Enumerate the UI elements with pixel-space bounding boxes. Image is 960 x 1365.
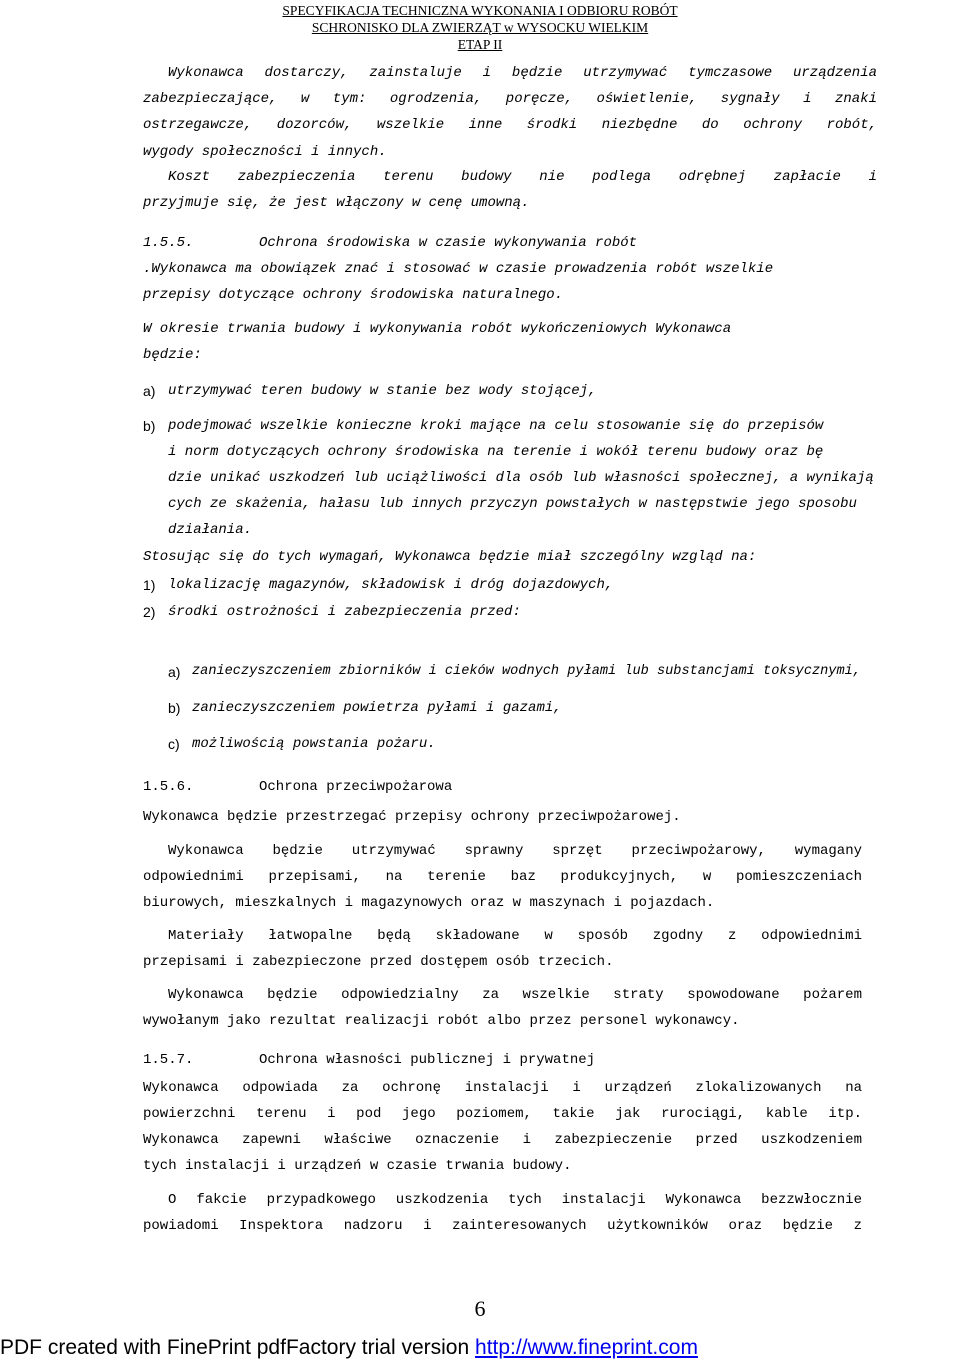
- para-line: Wykonawca zapewni właściwe oznaczenie i zabezpieczenie przed uszkodzeniem: [143, 1132, 862, 1148]
- para-line: powierzchni terenu i pod jego poziomem, takie jak rurociągi, kable itp.: [143, 1106, 862, 1122]
- para-line: Wykonawca będzie odpowiedzialny za wszelkie straty spowodowane pożarem: [168, 987, 862, 1003]
- section-title: Ochrona własności publicznej i prywatnej: [259, 1052, 596, 1068]
- list-marker: 2): [143, 604, 156, 620]
- list-item-text: działania.: [168, 522, 253, 538]
- list-item-text: cych ze skażenia, hałasu lub innych przyczyn powstałych w następstwie jego sposobu: [168, 496, 857, 512]
- section-title: Ochrona przeciwpożarowa: [259, 779, 453, 795]
- list-item-text: zanieczyszczeniem zbiorników i cieków wodnych pyłami lub substancjami toksycznymi,: [192, 664, 861, 679]
- header-line-2: SCHRONISKO DLA ZWIERZĄT w WYSOCKU WIELKIM: [311, 20, 649, 35]
- header-line-3: ETAP II: [457, 37, 503, 52]
- para-line: Wykonawca będzie przestrzegać przepisy ochrony przeciwpożarowej.: [143, 809, 681, 825]
- para-line: Stosując się do tych wymagań, Wykonawca będzie miał szczególny wzgląd na:: [143, 549, 757, 565]
- pdf-footer: [0, 1336, 698, 1360]
- para-line: tych instalacji i urządzeń w czasie trwania budowy.: [143, 1158, 572, 1174]
- list-marker: 1): [143, 577, 156, 593]
- para-line: wywołanym jako rezultat realizacji robót albo przez personel wykonawcy.: [143, 1013, 740, 1029]
- para-line: Wykonawca będzie utrzymywać sprawny sprzęt przeciwpożarowy, wymagany: [168, 843, 862, 859]
- para-line: przepisy dotyczące ochrony środowiska naturalnego.: [143, 287, 564, 303]
- footer-text: PDF created with FinePrint pdfFactory trial version: [0, 1336, 476, 1359]
- list-item-text: zanieczyszczeniem powietrza pyłami i gazami,: [192, 700, 562, 716]
- list-item-text: możliwością powstania pożaru.: [192, 736, 436, 752]
- para-line: przepisami i zabezpieczone przed dostępem osób trzecich.: [143, 954, 614, 970]
- page-number: 6: [474, 1296, 486, 1321]
- para-line: Wykonawca odpowiada za ochronę instalacji i urządzeń zlokalizowanych na: [143, 1080, 862, 1096]
- para-line: O fakcie przypadkowego uszkodzenia tych instalacji Wykonawca bezzwłocznie: [168, 1192, 862, 1208]
- section-title: Ochrona środowiska w czasie wykonywania robót: [259, 235, 638, 251]
- para-line: przyjmuje się, że jest włączony w cenę umowną.: [143, 195, 530, 211]
- section-number: 1.5.7.: [143, 1052, 194, 1068]
- para-line: powiadomi Inspektora nadzoru i zainteresowanych użytkowników oraz będzie z: [143, 1218, 862, 1234]
- para-line: .Wykonawca ma obowiązek znać i stosować w czasie prowadzenia robót wszelkie: [143, 261, 774, 277]
- list-marker: a): [168, 664, 181, 680]
- list-item-text: dzie unikać uszkodzeń lub uciążliwości dla osób lub własności społecznej, a wynikają: [168, 470, 874, 486]
- list-item-text: podejmować wszelkie konieczne kroki mające na celu stosowanie się do przepisów: [168, 418, 824, 434]
- para-line: W okresie trwania budowy i wykonywania robót wykończeniowych Wykonawca: [143, 321, 732, 337]
- list-marker: b): [168, 700, 181, 716]
- para-line: biurowych, mieszkalnych i magazynowych oraz w maszynach i pojazdach.: [143, 895, 715, 911]
- para-line: Koszt zabezpieczenia terenu budowy nie podlega odrębnej zapłacie i: [168, 169, 877, 185]
- list-marker: a): [143, 383, 156, 399]
- header-line-1: SPECYFIKACJA TECHNICZNA WYKONANIA I ODBIORU ROBÓT: [282, 3, 678, 18]
- section-number: 1.5.6.: [143, 779, 194, 795]
- section-number: 1.5.5.: [143, 235, 194, 251]
- list-item-text: utrzymywać teren budowy w stanie bez wody stojącej,: [168, 383, 597, 399]
- para-line: zabezpieczające, w tym: ogrodzenia, poręcze, oświetlenie, sygnały i znaki: [143, 91, 877, 107]
- para-line: Wykonawca dostarczy, zainstaluje i będzie utrzymywać tymczasowe urządzenia: [168, 65, 877, 81]
- list-item-text: środki ostrożności i zabezpieczenia przed:: [168, 604, 521, 620]
- footer-link[interactable]: http://www.fineprint.com: [475, 1336, 698, 1359]
- para-line: Materiały łatwopalne będą składowane w sposób zgodny z odpowiednimi: [168, 928, 862, 944]
- list-item-text: lokalizację magazynów, składowisk i dróg dojazdowych,: [168, 577, 614, 593]
- para-line: odpowiednimi przepisami, na terenie baz produkcyjnych, w pomieszczeniach: [143, 869, 862, 885]
- list-item-text: i norm dotyczących ochrony środowiska na terenie i wokół terenu budowy oraz bę: [168, 444, 824, 460]
- para-line: będzie:: [143, 347, 202, 363]
- para-line: ostrzegawcze, dozorców, wszelkie inne środki niezbędne do ochrony robót,: [143, 117, 877, 133]
- document-header: [0, 2, 960, 53]
- list-marker: b): [143, 418, 156, 434]
- list-marker: c): [168, 736, 180, 752]
- para-line: wygody społeczności i innych.: [143, 144, 387, 160]
